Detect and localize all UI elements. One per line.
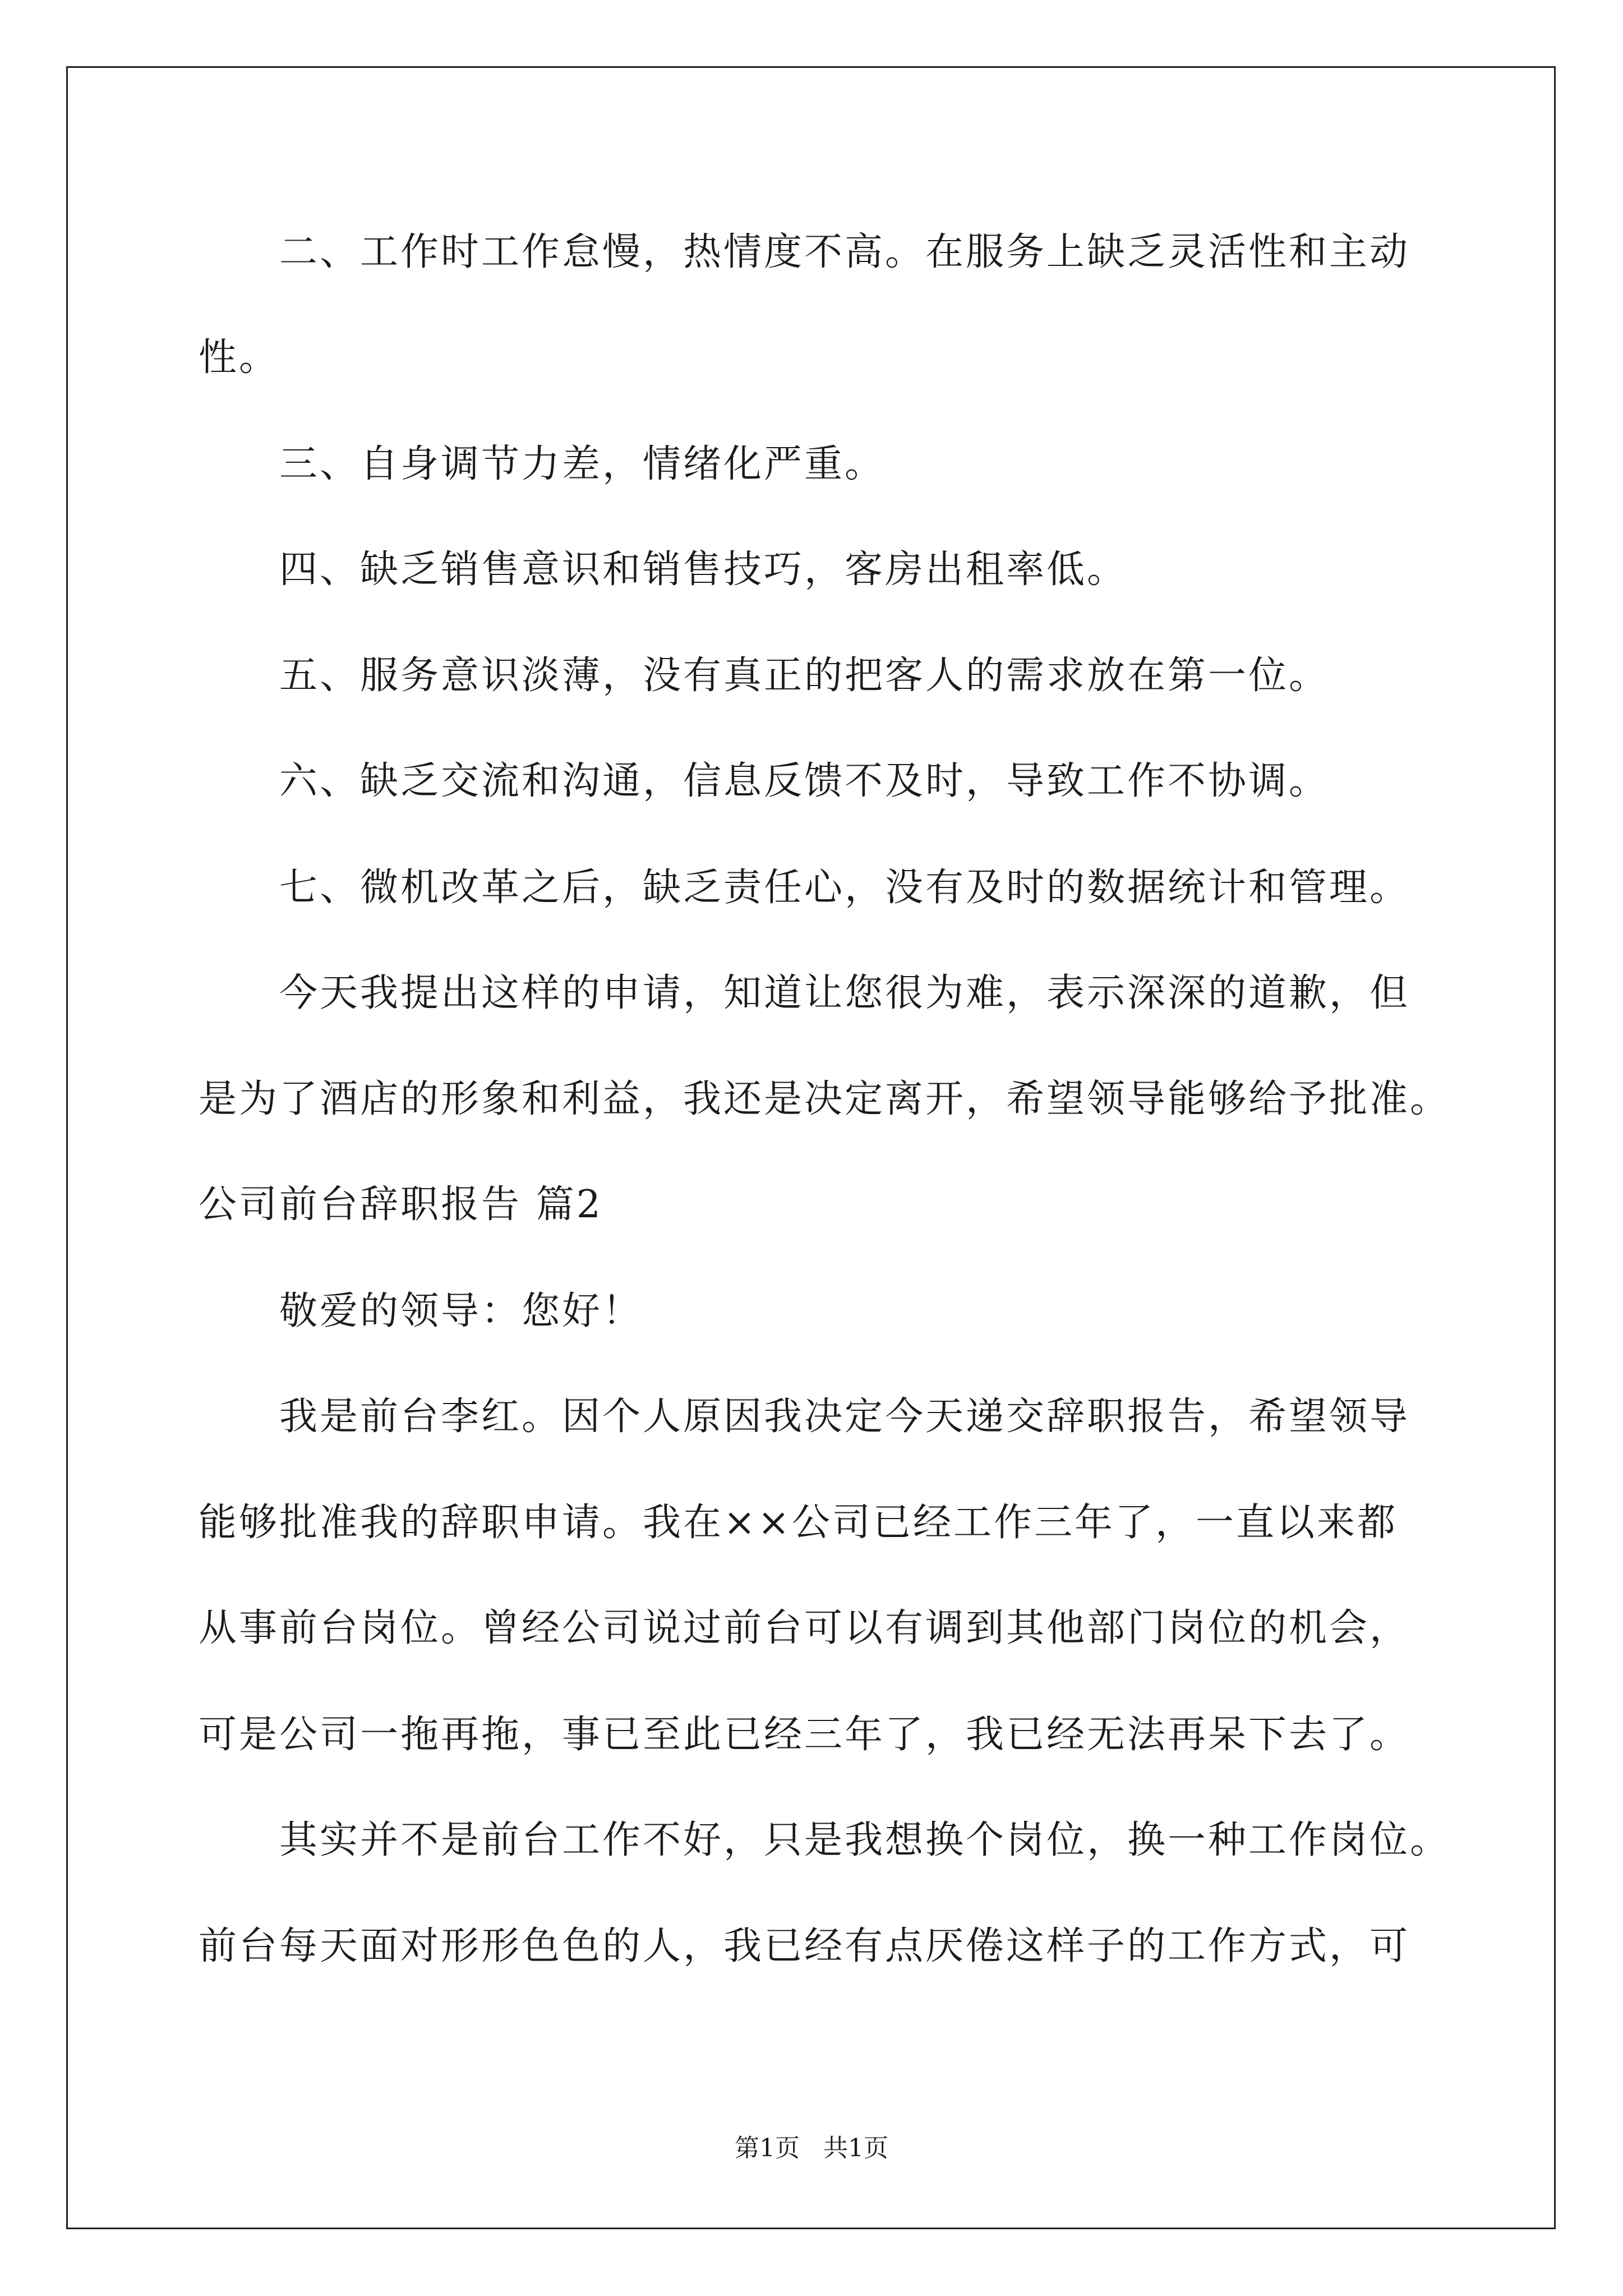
- page-number-footer: 第1页 共1页: [735, 2134, 888, 2162]
- paragraph-line: 从事前台岗位。曾经公司说过前台可以有调到其他部门岗位的机会，: [199, 1606, 1410, 1650]
- paragraph-line: 六、缺乏交流和沟通，信息反馈不及时，导致工作不协调。: [279, 759, 1330, 803]
- salutation: 敬爱的领导：您好！: [279, 1289, 643, 1333]
- section-heading: 公司前台辞职报告 篇2: [199, 1182, 603, 1227]
- paragraph-line: 性。: [199, 335, 280, 380]
- paragraph-line: 前台每天面对形形色色的人，我已经有点厌倦这样子的工作方式，可: [199, 1924, 1410, 1968]
- paragraph-line: 可是公司一拖再拖，事已至此已经三年了，我已经无法再呆下去了。: [199, 1713, 1410, 1757]
- paragraph-line: 四、缺乏销售意识和销售技巧，客房出租率低。: [279, 547, 1128, 592]
- paragraph-line: 七、微机改革之后，缺乏责任心，没有及时的数据统计和管理。: [279, 866, 1410, 910]
- paragraph-line: 五、服务意识淡薄，没有真正的把客人的需求放在第一位。: [279, 654, 1330, 698]
- page-border: [66, 66, 1556, 2229]
- paragraph-line: 我是前台李红。因个人原因我决定今天递交辞职报告，希望领导: [279, 1395, 1410, 1439]
- paragraph-line: 今天我提出这样的申请，知道让您很为难，表示深深的道歉，但: [279, 971, 1410, 1015]
- paragraph-line: 其实并不是前台工作不好，只是我想换个岗位，换一种工作岗位。: [279, 1818, 1451, 1862]
- paragraph-line: 三、自身调节力差，情绪化严重。: [279, 442, 886, 486]
- paragraph-line: 能够批准我的辞职申请。我在××公司已经工作三年了，一直以来都: [199, 1501, 1398, 1545]
- paragraph-line: 二、工作时工作怠慢，热情度不高。在服务上缺乏灵活性和主动: [279, 230, 1410, 274]
- paragraph-line: 是为了酒店的形象和利益，我还是决定离开，希望领导能够给予批准。: [199, 1077, 1451, 1121]
